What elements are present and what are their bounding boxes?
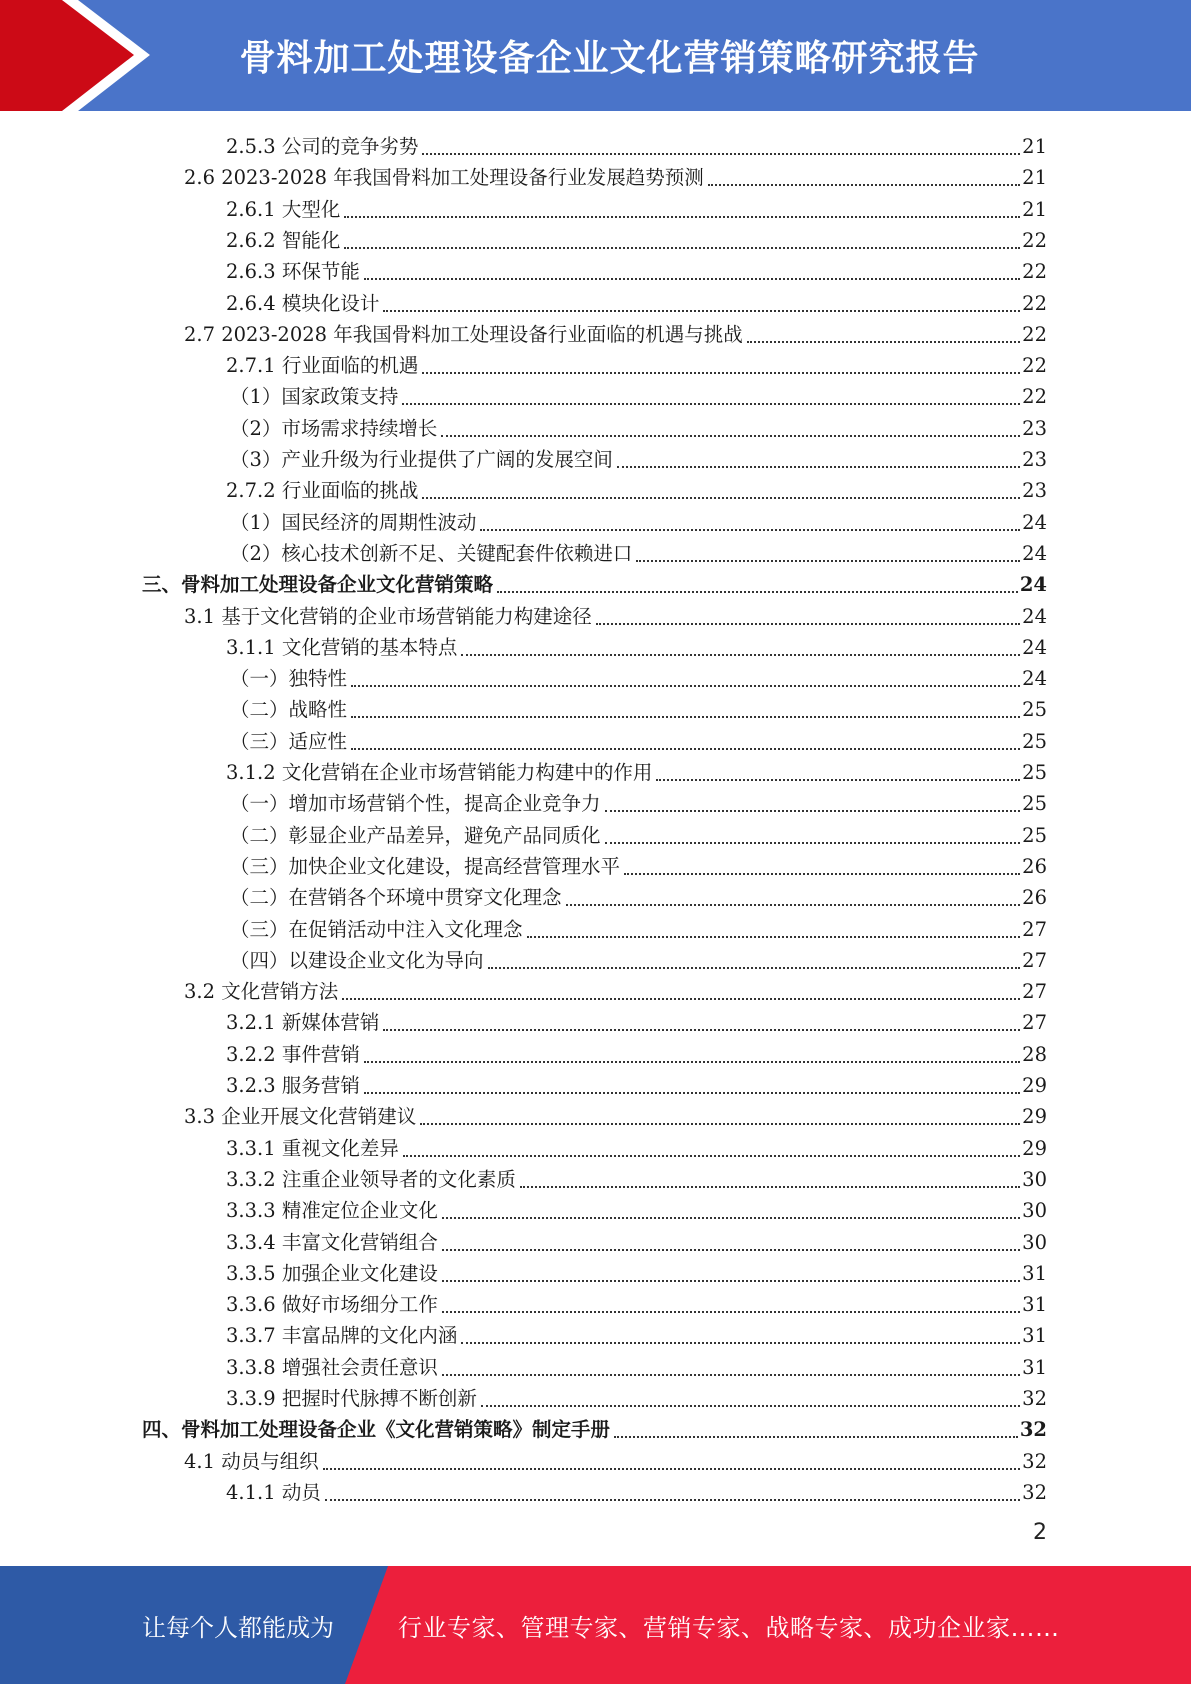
- toc-entry-title: 3.3.2 注重企业领导者的文化素质: [226, 1167, 516, 1191]
- toc-dot-leader: [527, 935, 1021, 938]
- toc-entry-page: 24: [1022, 667, 1047, 691]
- toc-entry[interactable]: [142, 566, 1047, 597]
- toc-entry-page: 25: [1022, 698, 1047, 722]
- toc-entry-title: （一）增加市场营销个性，提高企业竞争力: [230, 792, 601, 816]
- toc-dot-leader: [344, 246, 1020, 249]
- toc-dot-leader: [383, 1028, 1020, 1031]
- toc-entry-title: 2.6.2 智能化: [226, 228, 341, 252]
- toc-entry[interactable]: [226, 1255, 1047, 1286]
- page-header: [0, 0, 1191, 111]
- toc-entry-title: （一）独特性: [230, 667, 348, 691]
- toc-entry-page: 32: [1022, 1387, 1047, 1410]
- toc-entry-page: 22: [1022, 385, 1047, 409]
- toc-dot-leader: [344, 215, 1020, 218]
- toc-entry-title: 2.6.4 模块化设计: [226, 291, 380, 315]
- toc-entry-title: （2）核心技术创新不足、关键配套件依赖进口: [230, 541, 633, 565]
- toc-entry-page: 27: [1022, 917, 1047, 941]
- toc-entry-title: （3）产业升级为行业提供了广阔的发展空间: [230, 448, 613, 471]
- toc-entry-page: 26: [1022, 886, 1047, 910]
- toc-entry-title: 3.3.6 做好市场细分工作: [226, 1293, 438, 1317]
- toc-entry[interactable]: [230, 535, 1047, 566]
- toc-entry-page: 32: [1022, 1480, 1047, 1504]
- toc-dot-leader: [461, 1341, 1020, 1344]
- toc-entry[interactable]: [226, 222, 1047, 253]
- toc-dot-leader: [614, 1435, 1018, 1438]
- toc-entry[interactable]: [226, 128, 1047, 159]
- toc-entry[interactable]: [226, 629, 1047, 660]
- toc-dot-leader: [422, 371, 1020, 374]
- toc-entry-page: 21: [1022, 135, 1047, 158]
- toc-dot-leader: [708, 183, 1020, 186]
- toc-entry-title: 3.2.1 新媒体营销: [226, 1011, 380, 1035]
- toc-entry-title: 3.3.7 丰富品牌的文化内涵: [226, 1324, 458, 1348]
- toc-entry[interactable]: [226, 1004, 1047, 1035]
- toc-entry-page: 25: [1022, 761, 1047, 784]
- toc-entry-title: （三）加快企业文化建设，提高经营管理水平: [230, 854, 621, 878]
- toc-entry-page: 32: [1019, 1418, 1047, 1442]
- toc-entry[interactable]: [226, 754, 1047, 785]
- toc-entry[interactable]: [230, 785, 1047, 816]
- toc-entry-title: （二）彰显企业产品差异，避免产品同质化: [230, 823, 601, 847]
- toc-entry[interactable]: [226, 191, 1047, 222]
- toc-entry-page: 26: [1022, 854, 1047, 878]
- toc-dot-leader: [441, 434, 1020, 437]
- toc-entry-page: 31: [1022, 1261, 1047, 1285]
- footer-slogan-right: 行业专家、管理专家、营销专家、战略专家、成功企业家……: [398, 1613, 1060, 1642]
- toc-entry-page: 25: [1022, 792, 1047, 816]
- toc-entry-title: 四、骨料加工处理设备企业《文化营销策略》制定手册: [142, 1418, 611, 1442]
- toc-dot-leader: [480, 528, 1020, 531]
- toc-entry[interactable]: [184, 973, 1047, 1004]
- toc-entry-page: 24: [1022, 635, 1047, 659]
- toc-dot-leader: [383, 309, 1020, 312]
- toc-entry-title: 3.3.3 精准定位企业文化: [226, 1199, 438, 1223]
- toc-entry-title: 2.6 2023-2028 年我国骨料加工处理设备行业发展趋势预测: [184, 166, 704, 190]
- toc-dot-leader: [403, 1154, 1020, 1157]
- toc-dot-leader: [442, 1373, 1020, 1376]
- toc-dot-leader: [461, 653, 1020, 656]
- toc-entry-title: 三、骨料加工处理设备企业文化营销策略: [142, 573, 494, 597]
- toc-entry-title: （二）在营销各个环境中贯穿文化理念: [230, 886, 562, 910]
- toc-entry[interactable]: [226, 285, 1047, 316]
- toc-entry-title: 2.7 2023-2028 年我国骨料加工处理设备行业面临的机遇与挑战: [184, 322, 743, 346]
- toc-entry-page: 30: [1022, 1167, 1047, 1191]
- toc-entry-page: 30: [1022, 1199, 1047, 1223]
- toc-entry[interactable]: [226, 1380, 1047, 1411]
- toc-entry[interactable]: [230, 660, 1047, 691]
- toc-entry-page: 24: [1022, 541, 1047, 565]
- toc-entry-title: 2.6.1 大型化: [226, 197, 341, 221]
- toc-entry[interactable]: [226, 1036, 1047, 1067]
- toc-entry-title: （四）以建设企业文化为导向: [230, 948, 484, 972]
- toc-entry-page: 31: [1022, 1293, 1047, 1317]
- toc-dot-leader: [624, 872, 1020, 875]
- toc-dot-leader: [520, 1185, 1020, 1188]
- toc-entry-title: 2.7.2 行业面临的挑战: [226, 479, 419, 503]
- toc-entry-page: 24: [1022, 604, 1047, 628]
- toc-entry[interactable]: [142, 1411, 1047, 1442]
- toc-dot-leader: [605, 841, 1021, 844]
- toc-entry-title: （三）在促销活动中注入文化理念: [230, 917, 523, 941]
- toc-entry-title: 2.6.3 环保节能: [226, 260, 360, 284]
- toc-entry-page: 32: [1022, 1449, 1047, 1473]
- toc-entry-title: 3.1 基于文化营销的企业市场营销能力构建途径: [184, 604, 592, 628]
- toc-entry[interactable]: [184, 598, 1047, 629]
- toc-entry[interactable]: [230, 879, 1047, 910]
- toc-entry[interactable]: [230, 942, 1047, 973]
- toc-entry-title: （1）国家政策支持: [230, 385, 399, 409]
- toc-dot-leader: [323, 1467, 1020, 1470]
- toc-entry[interactable]: [184, 159, 1047, 190]
- toc-dot-leader: [566, 903, 1021, 906]
- toc-entry-title: 3.3.4 丰富文化营销组合: [226, 1230, 438, 1254]
- toc-entry-page: 31: [1022, 1324, 1047, 1348]
- header-title: 骨料加工处理设备企业文化营销策略研究报告: [239, 38, 980, 79]
- toc-entry[interactable]: [184, 1098, 1047, 1129]
- toc-entry[interactable]: [226, 1224, 1047, 1255]
- toc-entry-title: 3.2 文化营销方法: [184, 980, 339, 1004]
- toc-entry-title: 3.1.1 文化营销的基本特点: [226, 635, 458, 659]
- toc-entry-title: 3.3.5 加强企业文化建设: [226, 1261, 438, 1285]
- toc-dot-leader: [747, 340, 1020, 343]
- toc-entry[interactable]: [226, 1286, 1047, 1317]
- toc-entry-page: 30: [1022, 1230, 1047, 1254]
- toc-dot-leader: [442, 1216, 1020, 1219]
- toc-dot-leader: [351, 747, 1020, 750]
- toc-entry-page: 23: [1022, 479, 1047, 503]
- toc-entry[interactable]: [230, 441, 1047, 472]
- toc-entry-page: 23: [1022, 416, 1047, 440]
- toc-dot-leader: [364, 1091, 1020, 1094]
- toc-entry-page: 23: [1022, 448, 1047, 471]
- page-number: 2: [1033, 1520, 1047, 1545]
- toc-dot-leader: [325, 1498, 1020, 1501]
- toc-entry-title: 3.1.2 文化营销在企业市场营销能力构建中的作用: [226, 761, 653, 784]
- toc-entry[interactable]: [226, 1349, 1047, 1380]
- toc-dot-leader: [422, 496, 1020, 499]
- toc-dot-leader: [342, 997, 1020, 1000]
- toc-dot-leader: [364, 1060, 1020, 1063]
- toc-entry[interactable]: [226, 1067, 1047, 1098]
- toc-entry[interactable]: [184, 316, 1047, 347]
- toc-dot-leader: [364, 277, 1020, 280]
- toc-dot-leader: [605, 809, 1021, 812]
- toc-entry[interactable]: [226, 1161, 1047, 1192]
- toc-entry-page: 27: [1022, 1011, 1047, 1035]
- toc-entry-page: 29: [1022, 1105, 1047, 1129]
- toc-dot-leader: [351, 715, 1020, 718]
- toc-entry-title: 3.3.1 重视文化差异: [226, 1136, 399, 1160]
- toc-entry-title: 3.3 企业开展文化营销建议: [184, 1105, 417, 1129]
- toc-entry-page: 22: [1022, 260, 1047, 284]
- toc-entry-title: 4.1.1 动员: [226, 1480, 321, 1504]
- toc-dot-leader: [402, 402, 1020, 405]
- toc-dot-leader: [636, 559, 1020, 562]
- toc-entry-title: 3.2.3 服务营销: [226, 1074, 360, 1097]
- toc-entry[interactable]: [226, 347, 1047, 378]
- toc-dot-leader: [420, 1122, 1020, 1125]
- toc-entry-page: 24: [1019, 573, 1047, 597]
- toc-entry-title: 3.3.9 把握时代脉搏不断创新: [226, 1387, 477, 1410]
- toc-entry-page: 22: [1022, 322, 1047, 346]
- toc-entry-page: 27: [1022, 948, 1047, 972]
- toc-dot-leader: [656, 778, 1020, 781]
- toc-entry-title: （2）市场需求持续增长: [230, 416, 438, 440]
- toc-entry-page: 24: [1022, 510, 1047, 534]
- toc-entry[interactable]: [226, 472, 1047, 503]
- toc-entry-title: 2.7.1 行业面临的机遇: [226, 354, 419, 378]
- toc-entry-title: 2.5.3 公司的竞争劣势: [226, 135, 419, 158]
- toc-entry[interactable]: [226, 253, 1047, 284]
- toc-entry[interactable]: [226, 1192, 1047, 1223]
- toc-entry-page: 27: [1022, 980, 1047, 1004]
- toc-entry-page: 31: [1022, 1355, 1047, 1379]
- toc-dot-leader: [481, 1404, 1020, 1407]
- toc-entry-page: 25: [1022, 823, 1047, 847]
- toc-entry[interactable]: [226, 1474, 1047, 1505]
- toc-entry-page: 29: [1022, 1074, 1047, 1097]
- footer-slogan-left: 让每个人都能成为: [142, 1613, 334, 1642]
- toc-entry[interactable]: [230, 848, 1047, 879]
- toc-entry-page: 28: [1022, 1042, 1047, 1066]
- toc-entry[interactable]: [230, 378, 1047, 409]
- toc-entry[interactable]: [230, 817, 1047, 848]
- toc-entry[interactable]: [230, 504, 1047, 535]
- toc-entry-page: 21: [1022, 197, 1047, 221]
- toc-entry-title: （三）适应性: [230, 729, 348, 753]
- toc-entry-title: （1）国民经济的周期性波动: [230, 510, 477, 534]
- toc-dot-leader: [442, 1248, 1020, 1251]
- toc-entry-page: 22: [1022, 291, 1047, 315]
- toc-entry[interactable]: [184, 1443, 1047, 1474]
- toc-entry-title: 3.2.2 事件营销: [226, 1042, 360, 1066]
- toc-dot-leader: [596, 622, 1020, 625]
- toc-dot-leader: [422, 152, 1020, 155]
- toc-entry[interactable]: [230, 691, 1047, 722]
- toc-entry-title: 4.1 动员与组织: [184, 1449, 319, 1473]
- page-footer: [0, 1566, 1191, 1684]
- toc-entry-title: 3.3.8 增强社会责任意识: [226, 1355, 438, 1379]
- toc-entry-title: （二）战略性: [230, 698, 348, 722]
- toc-entry-page: 25: [1022, 729, 1047, 753]
- toc-dot-leader: [488, 966, 1021, 969]
- toc-dot-leader: [442, 1310, 1020, 1313]
- toc-entry-page: 22: [1022, 228, 1047, 252]
- toc-entry[interactable]: [226, 1130, 1047, 1161]
- toc-entry-page: 21: [1022, 166, 1047, 190]
- toc-entry[interactable]: [230, 410, 1047, 441]
- toc-entry[interactable]: [230, 911, 1047, 942]
- toc-entry-page: 29: [1022, 1136, 1047, 1160]
- toc-entry-page: 22: [1022, 354, 1047, 378]
- toc-dot-leader: [497, 590, 1018, 593]
- toc-entry[interactable]: [230, 723, 1047, 754]
- toc-dot-leader: [617, 465, 1020, 468]
- toc-entry[interactable]: [226, 1317, 1047, 1348]
- toc-dot-leader: [351, 684, 1020, 687]
- toc-dot-leader: [442, 1279, 1020, 1282]
